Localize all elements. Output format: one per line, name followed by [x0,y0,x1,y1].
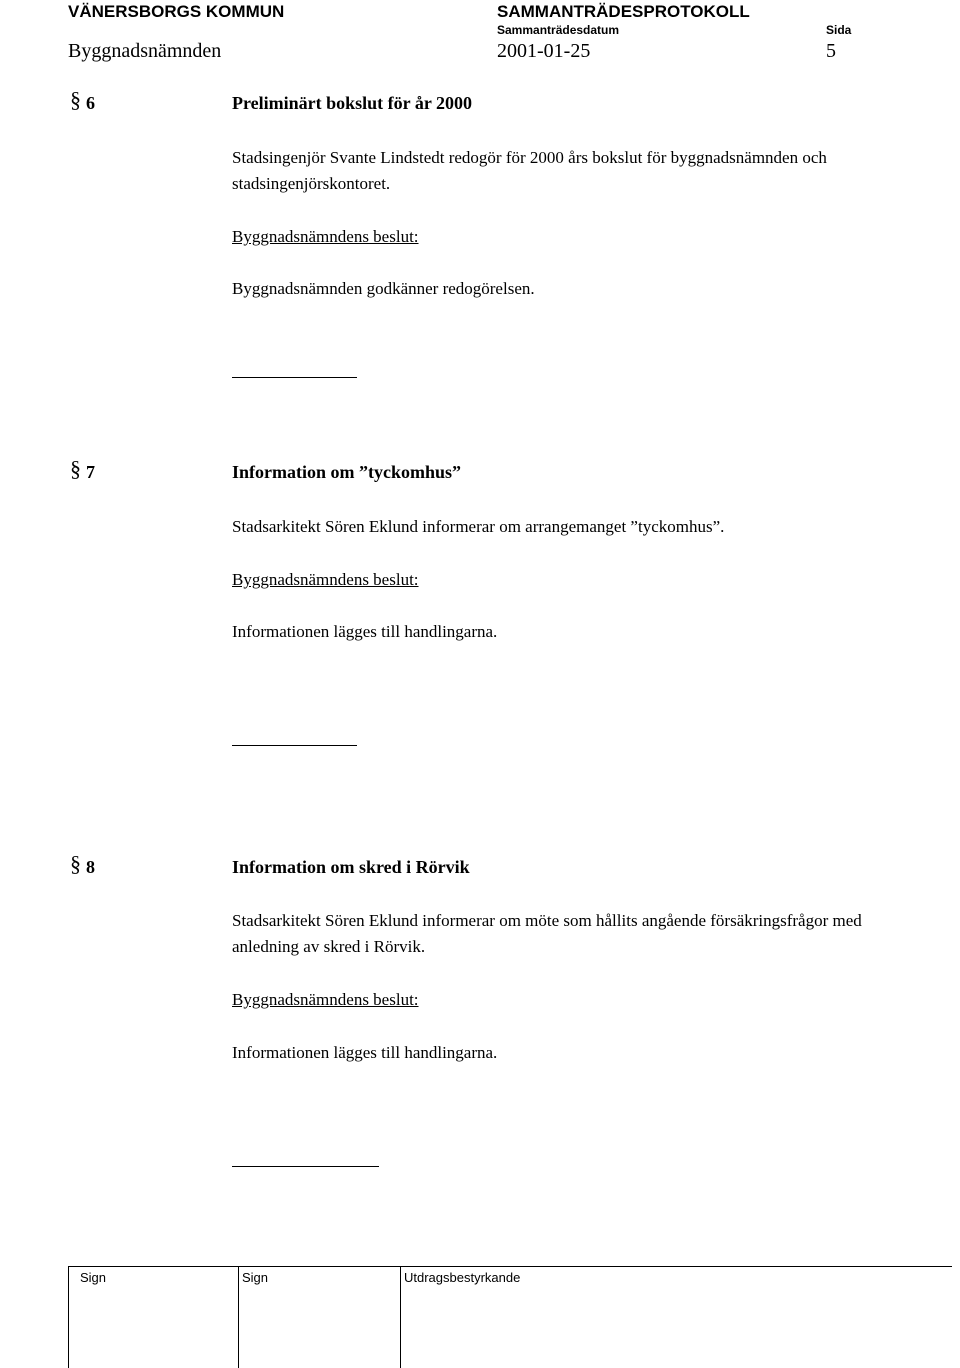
certified-field: Utdragsbestyrkande [404,1270,521,1285]
paragraph-symbol: § [70,456,81,481]
body-line: anledning av skred i Rörvik. [232,937,426,956]
body-line: stadsingenjörskontoret. [232,174,391,193]
body-line: Stadsarkitekt Sören Eklund informerar om möte som hållits angående försäkringsfrågor med [232,911,862,930]
section-body-6 [232,145,827,197]
section-title-6: Preliminärt bokslut för år 2000 [232,93,472,113]
footer-top-border [68,1266,952,1267]
section-body-7 [232,514,724,540]
meeting-date: 2001-01-25 [497,40,591,62]
footer-divider [68,1266,69,1368]
sign-field-2: Sign [242,1270,269,1285]
section-title-8: Information om skred i Rörvik [232,857,470,877]
document-type: SAMMANTRÄDESPROTOKOLL [497,2,750,21]
decision-text-8: Informationen lägges till handlingarna. [232,1043,498,1062]
section-divider [232,1166,379,1167]
committee-name: Byggnadsnämnden [68,40,222,62]
page-label: Sida [826,23,852,37]
section-divider [232,745,357,746]
decision-label-6: Byggnadsnämndens beslut: [232,227,419,246]
paragraph-symbol: § [70,851,81,876]
sign-field-1: Sign [80,1270,107,1285]
section-number: 7 [86,462,95,482]
decision-text-7: Informationen lägges till handlingarna. [232,622,498,641]
decision-label-8: Byggnadsnämndens beslut: [232,990,419,1009]
page-number: 5 [826,40,836,62]
section-body-8 [232,908,862,960]
section-number: 6 [86,93,95,113]
footer-divider [238,1266,239,1368]
decision-text-6: Byggnadsnämnden godkänner redogörelsen. [232,279,535,298]
footer-divider [400,1266,401,1368]
section-divider [232,377,357,378]
section-title-7: Information om ”tyckomhus” [232,462,462,482]
municipality-name: VÄNERSBORGS KOMMUN [68,2,285,21]
body-line: Stadsarkitekt Sören Eklund informerar om arrangemanget ”tyckomhus”. [232,517,725,536]
date-label: Sammanträdesdatum [497,23,620,37]
body-line: Stadsingenjör Svante Lindstedt redogör för 2000 års bokslut för byggnadsnämnden och [232,148,827,167]
section-number: 8 [86,857,95,877]
paragraph-symbol: § [70,87,81,112]
decision-label-7: Byggnadsnämndens beslut: [232,570,419,589]
